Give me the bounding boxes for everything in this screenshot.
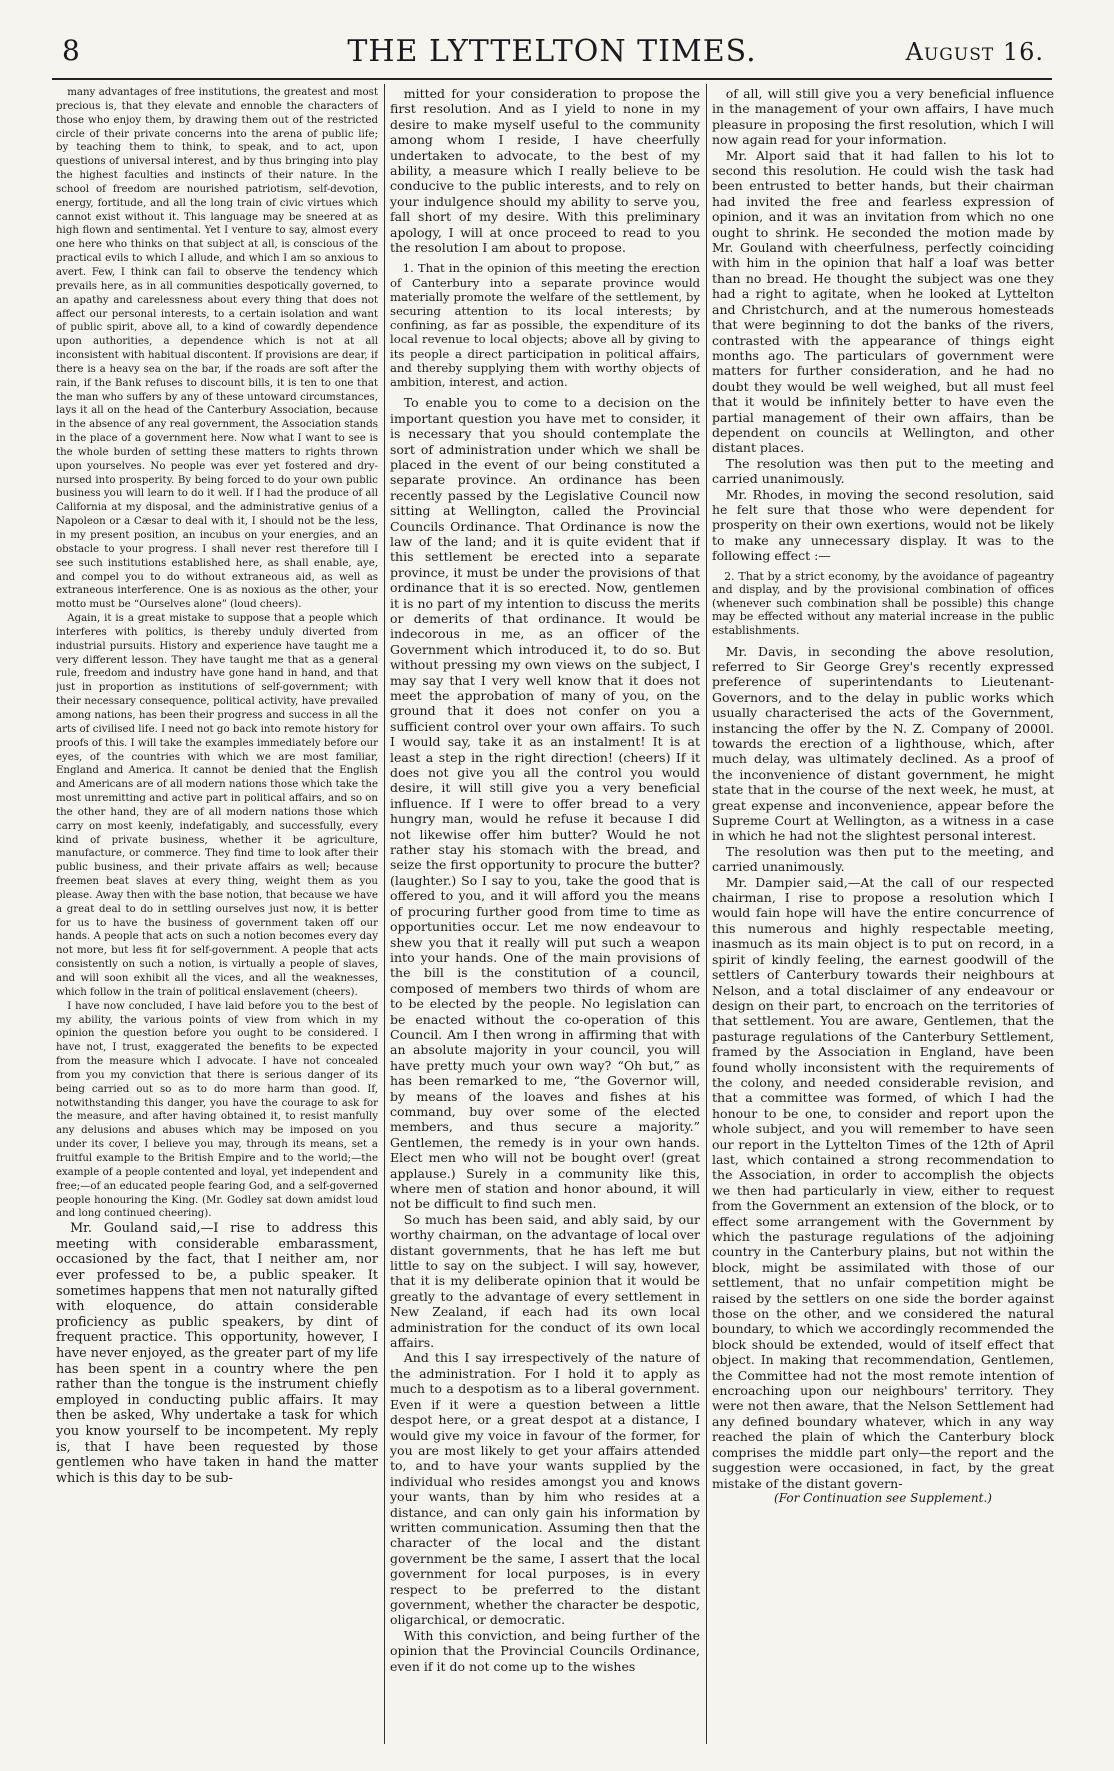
paragraph: Mr. Dampier said,—At the call of our respected chairman, I rise to propose a resolution which I would fain hope will have the entire concurrence of this numerous and highly respectable meeting, inasmuch as its main object is to put on record, in a spirit of kindly feeling, the earnest goodwill of the settlers of Canterbury towards their neighbours at Nelson, and a total disclaimer of any endeavour or design on their part, to encroach on the territories of that settlement. You are aware, Gentlemen, that the pasturage regulations of the Canterbury Settlement, framed by the Association in England, have been found wholly inconsistent with the requirements of the colony, and needed considerable revision, and that a committee was formed, of which I had the honour to be one, to consider and report upon the whole subject, and you will remember to have seen our report in the Lyttelton Times of the 12th of April last, which contained a strong recommendation to the Association, in order to accomplish the objects we then had particularly in view, either to request from the Government an extension of the block, or to effect some arrangement with the Government by which the pasturage regulations of the adjoining country in the Canterbury plains, but not within the block, might be assimilated with those of our settlement, that no unfair competition might be raised by the settlers on one side the border against those on the other, and we considered the natural boundary, to which we accordingly recommended the block should be extended, would of itself effect that object. In making that recommendation, Gentlemen, the Committee had not the most remote intention of encroaching upon our neighbours' territory. They were not then aware, that the Nelson Settlement had any defined boundary whatever, which in any way reached the plain of which the Canterbury block comprises the middle part only—the report and the suggestion were occasioned, in fact, by the great mistake of the distant govern- (712, 874, 1054, 1491)
newspaper-title: THE LYTTELTON TIMES. (347, 34, 757, 69)
paragraph: To enable you to come to a decision on the important question you have met to consider, it is necessary that you should contemplate the sort of administration under which we shall be placed in the event of our being constituted a separate province. An ordinance has been recently passed by the Legislative Council now sitting at Wellington, called the Provincial Councils Ordinance. That Ordinance is now the law of the land; and it is quite evident that if this settlement be erected into a separate province, it must be under the provisions of that ordinance that it is so erected. Now, gentlemen it is no part of my intention to discuss the merits or demerits of that ordinance. It would be indecorous in me, as an officer of the Government which introduced it, to do so. But without pressing my own views on the subject, I may say that I very well know that it does not meet the approbation of many of you, on the ground that it does not confer on you a sufficient control over your own affairs. To such I would say, take it as an instalment! It is at least a step in the right direction! (cheers) If it does not give you all the control you would desire, it will still give you a very beneficial influence. If I were to offer bread to a very hungry man, would he refuse it because I did not likewise offer him butter? Would he not rather stay his stomach with the bread, and seize the first opportunity to procure the butter? (laughter.) So I say to you, take the good that is offered to you, and it will afford you the means of procuring further good from time to time as opportunities occur. Let me now endeavour to shew you that it really will put such a weapon into your hands. One of the main provisions of the bill is the constitution of a council, composed of members two thirds of whom are to be elected by the people. No legislation can be enacted without the co-operation of this Council. Am I then wrong in affirming that with an absolute majority in your council, you will have pretty much your own way? “Oh but,” as has been remarked to me, “the Governor will, by means of the loaves and fishes at his command, buy over some of the elected members, and thus secure a majority.” Gentlemen, the remedy is in your own hands. Elect men who will not be bought over! (great applause.) Surely in a community like this, where men of station and honor abound, it will not be difficult to find such men. (390, 395, 700, 1212)
paragraph: mitted for your consideration to propose the first resolution. And as I yield to none in my desire to make myself useful to the community among whom I reside, I have cheerfully undertaken to advocate, to the best of my ability, a measure which I really believe to be conducive to the public interests, and to rely on your indulgence should my ability to serve you, fall short of my desire. With this preliminary apology, I will at once proceed to read to you the resolution I am about to propose. (390, 86, 700, 256)
paragraph: The resolution was then put to the meeting, and carried unanimously. (712, 843, 1054, 875)
paragraph: I have now concluded, I have laid before you to the best of my ability, the various points of view from which in my opinion the question before you ought to be considered. I have not, I trust, exaggerated the benefits to be expected from the measure which I advocate. I have not concealed from you my conviction that there is serious danger of its being carried out so as to do more harm than good. If, notwithstanding this danger, you have the courage to ask for the measure, and after having obtained it, to resist manfully any delusions and abuses which may be imposed on you under its cover, I believe you may, through its means, set a fruitful example to the British Empire and to the world;—the example of a people contented and loyal, yet independent and free;—of an educated people fearing God, and a self-governed people honouring the King. (Mr. Godley sat down amidst loud and long continued cheering). (56, 1000, 378, 1220)
issue-date: August 16. (905, 38, 1044, 66)
paragraph: So much has been said, and ably said, by our worthy chairman, on the advantage of local over distant governments, that he has left me but little to say on the subject. I will say, however, that it is my deliberate opinion that it would be greatly to the advantage of every settlement in New Zealand, if each had its own local administration for the conduct of its own local affairs. (390, 1211, 700, 1351)
paragraph: many advantages of free institutions, the greatest and most precious is, that they elevate and ennoble the characters of those who enjoy them, by drawing them out of the restricted circle of their private concerns into the arena of public life; by teaching them to think, to speak, and to act, upon questions of universal interest, and by thus bringing into play the highest faculties and instincts of their nature. In the school of freedom are nourished patriotism, self-devotion, energy, fortitude, and all the long train of civic virtues which cannot exist without it. This language may be sneered at as high flown and sentimental. Yet I venture to say, almost every one here who thinks on that subject at all, is conscious of the practical evils to which I allude, and which I am so anxious to avert. Few, I think can fail to observe the tendency which prevails here, as in all communities despotically governed, to an apathy and carelessness about every thing that does not affect our personal interests, to a certain isolation and want of public spirit, above all, to a kind of cowardly dependence upon authorities, a dependence which is not at all inconsistent with habitual discontent. If provisions are dear, if there is a heavy sea on the bar, if the roads are soft after the rain, if the Bank refuses to discount bills, it is ten to one that the man who suffers by any of these untoward circumstances, lays it all on the head of the Canterbury Association, because in the absence of any real government, the Association stands in the place of a government here. Now what I want to see is the whole burden of setting these matters to rights thrown upon yourselves. No people was ever yet fostered and dry-nursed into prosperity. By being forced to do your own public business you will learn to do it well. If I had the produce of all California at my disposal, and the administrative genius of a Napoleon or a Cæsar to deal with it, I should not be the less, in my present position, an incubus on your energies, and an obstacle to your progress. I shall never rest therefore till I see such institutions established here, as shall enable, aye, and compel you to do without extraneous aid, as well as extraneous interference. One is as noxious as the other, your motto must be “Ourselves alone” (loud cheers). (56, 87, 378, 611)
resolution-2: 2. That by a strict economy, by the avoidance of pageantry and display, and by the provisional combination of offices (whenever such combination shall be possible) this change may be effected without any material increase in the public establishments. (712, 569, 1054, 637)
page-number: 8 (62, 34, 80, 67)
masthead (52, 34, 1052, 80)
paragraph: of all, will still give you a very beneficial influence in the management of your own affairs, I have much pleasure in proposing the first resolution, which I will now again read for your information. (712, 86, 1054, 148)
paragraph: Mr. Davis, in seconding the above resolution, referred to Sir George Grey's recently expressed preference of superintendants to Lieutenant-Governors, and to the delay in public works which usually characterised the acts of the Government, instancing the offer by the N. Z. Company of 2000l. towards the erection of a lighthouse, which, after much delay, was ultimately declined. As a proof of the inconvenience of distant government, he might state that in the course of the next week, he must, at great expense and inconvenience, appear before the Supreme Court at Wellington, as a witness in a case in which he had not the slightest personal interest. (712, 643, 1054, 844)
column-rule-1 (384, 84, 385, 1744)
column-2 (390, 86, 700, 1746)
resolution-1: 1. That in the opinion of this meeting the erection of Canterbury into a separate province would materially promote the welfare of the settlement, by securing attention to its local interests; by confining, as far as possible, the expenditure of its local revenue to local objects; above all by giving to its people a direct participation in political affairs, and thereby supplying them with worthy objects of ambition, interest, and action. (390, 261, 700, 390)
paragraph: With this conviction, and being further of the opinion that the Provincial Councils Ordinance, even if it do not come up to the wishes (390, 1627, 700, 1674)
paragraph: And this I say irrespectively of the nature of the administration. For I hold it to apply as much to a despotism as to a liberal government. Even if it were a question between a little despot here, or a great despot at a distance, I would give my voice in favour of the former, for you are most likely to get your affairs attended to, and to have your wants supplied by the individual who resides amongst you and knows your wants, than by him who resides at a distance, and can only gain his information by written communication. Assuming then that the character of the local and the distant government be the same, I assert that the local government for local purposes, is in every respect to be preferred to the distant government, whether the character be despotic, oligarchical, or democratic. (390, 1350, 700, 1628)
paragraph: Mr. Alport said that it had fallen to his lot to second this resolution. He could wish the task had been entrusted to better hands, but their chairman had invited the free and fearless expression of opinion, and it was an invitation from which no one ought to shrink. He seconded the motion made by Mr. Gouland with cheerfulness, perfectly coinciding with him in the opinion that half a loaf was better than no bread. He thought the subject was one they had a right to agitate, when he looked at Lyttelton and Christchurch, and at the numerous homesteads that were beginning to dot the banks of the rivers, contrasted with the appearance of things eight months ago. The particulars of government were matters for further consideration, and he had no doubt they would be well weighed, but all must feel that it would be infinitely better to have even the partial management of their own affairs, than be dependent on councils at Wellington, and other distant places. (712, 147, 1054, 456)
column-3 (712, 86, 1054, 1746)
paragraph: Mr. Rhodes, in moving the second resolution, said he felt sure that those who were dependent for prosperity on their own exertions, would not be likely to make any unnecessary display. It was to the following effect :— (712, 486, 1054, 564)
paragraph: Again, it is a great mistake to suppose that a people which interferes with politics, is thereby unduly diverted from industrial pursuits. History and experience have taught me a very different lesson. They have taught me that as a general rule, freedom and industry have gone hand in hand, and that just in proportion as institutions of self-government; with their necessary consequence, political activity, have prevailed among nations, has been their progress and success in all the arts of civilised life. I need not go back into remote history for proofs of this. I will take the examples immediately before our eyes, of the countries with which we are most familiar, England and America. It cannot be denied that the English and Americans are of all modern nations those which take the most unremitting and active part in political affairs, and so on the other hand, they are of all modern nations those which carry on most keenly, indefatigably, and successfully, every kind of private business, whether it be agriculture, manufacture, or commerce. They find time to look after their public business, and their private affairs as well; because freemen beat slaves at every thing, weight them as you please. Away then with the base notion, that because we have a great deal to do in settling ourselves just now, it is better for us to have the business of government taken off our hands. A people that acts on such a notion becomes every day not more, but less fit for self-government. A people that acts consistently on such a notion, is virtually a people of slaves, and will soon exhibit all the vices, and all the weaknesses, which follow in the train of political enslavement (cheers). (56, 613, 378, 998)
continuation-note: (For Continuation see Supplement.) (774, 1490, 992, 1505)
paragraph: Mr. Gouland said,—I rise to address this meeting with considerable embarassment, occasioned by the fact, that I neither am, nor ever professed to be, a public speaker. It sometimes happens that men not naturally gifted with eloquence, do attain considerable proficiency as public speakers, by dint of frequent practice. This opportunity, however, I have never enjoyed, as the greater part of my life has been spent in a country where the pen rather than the tongue is the instrument chiefly employed in conducting public affairs. It may then be asked, Why undertake a task for which you know yourself to be incompetent. My reply is, that I have been requested by those gentlemen who have taken in hand the matter which is this day to be sub- (56, 1221, 378, 1486)
column-1 (56, 86, 378, 1746)
paragraph: The resolution was then put to the meeting and carried unanimously. (712, 455, 1054, 487)
column-rule-2 (706, 84, 707, 1744)
